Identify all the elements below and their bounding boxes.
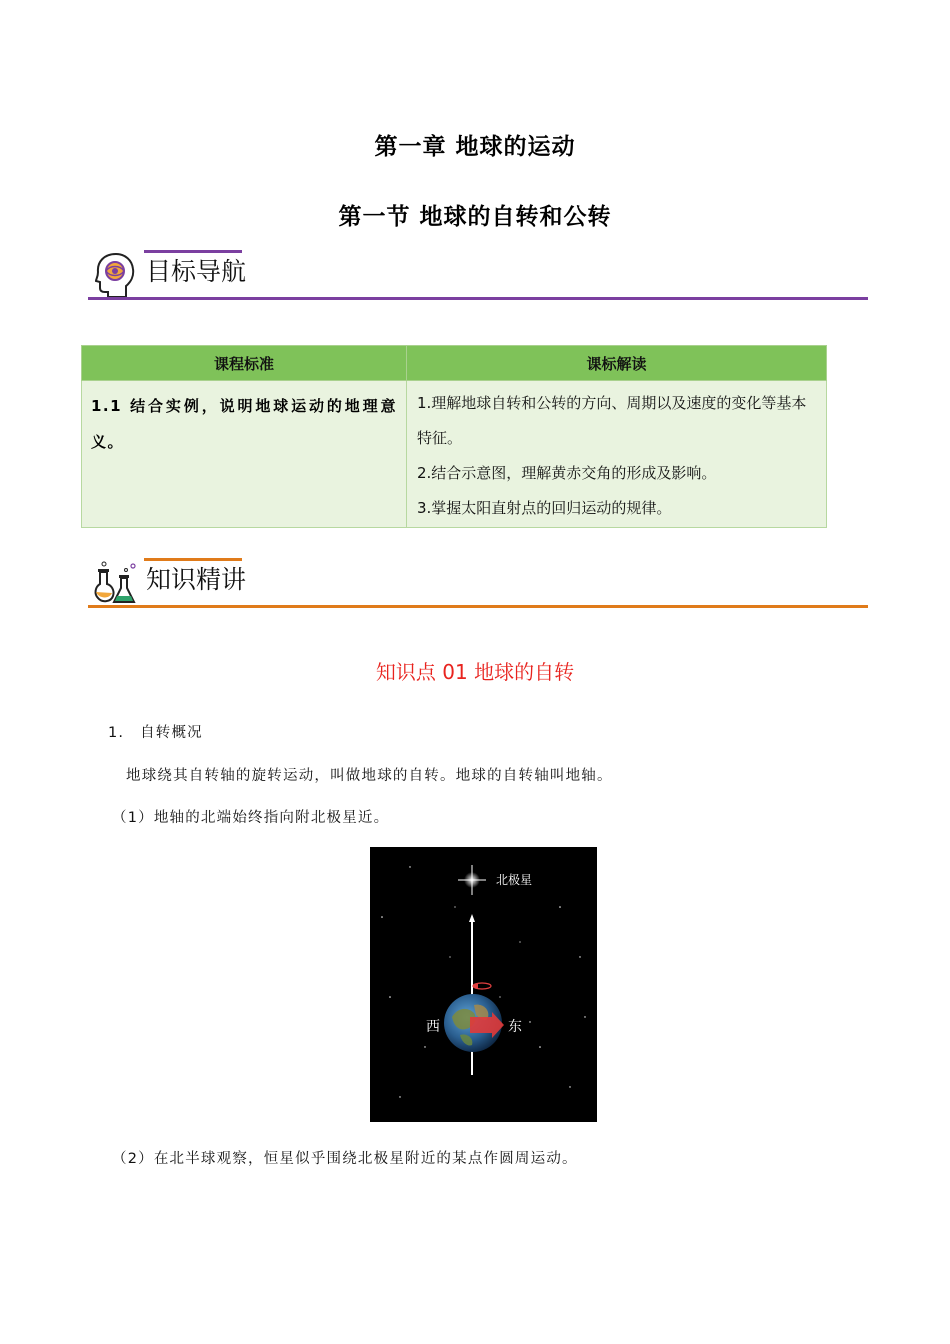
section-title: 第一节 地球的自转和公转 bbox=[338, 204, 612, 230]
table-header-interpretation: 课标解读 bbox=[407, 346, 827, 381]
goals-banner-label: 目标导航 bbox=[146, 257, 247, 286]
interpretation-item: 1.理解地球自转和公转的方向、周期以及速度的变化等基本特征。 bbox=[417, 394, 807, 447]
point-1: （1）地轴的北端始终指向附北极星近。 bbox=[112, 810, 390, 826]
lab-flask-icon bbox=[92, 558, 138, 606]
star-field bbox=[381, 866, 586, 1097]
knowledge-banner bbox=[88, 558, 868, 608]
knowledge-point-title: 知识点 01 地球的自转 bbox=[375, 660, 575, 684]
item-heading-number: 1. bbox=[108, 725, 125, 741]
goals-banner-rule bbox=[88, 297, 868, 300]
knowledge-banner-label: 知识精讲 bbox=[146, 565, 247, 594]
goals-banner bbox=[88, 250, 868, 300]
chapter-title: 第一章 地球的运动 bbox=[374, 134, 576, 160]
standards-table bbox=[81, 345, 827, 528]
east-label: 东 bbox=[508, 1019, 522, 1035]
paragraph: 地球绕其自转轴的旋转运动，叫做地球的自转。地球的自转轴叫地轴。 bbox=[126, 768, 613, 784]
item-heading-text: 自转概况 bbox=[140, 725, 203, 741]
earth-rotation-illustration bbox=[370, 847, 597, 1122]
interpretation-cell bbox=[407, 381, 827, 528]
item-heading bbox=[108, 721, 203, 742]
standard-cell bbox=[82, 381, 407, 528]
polaris-label: 北极星 bbox=[496, 873, 533, 887]
west-label: 西 bbox=[426, 1019, 440, 1035]
polaris-star bbox=[458, 865, 486, 895]
interpretation-item: 2.结合示意图，理解黄赤交角的形成及影响。 bbox=[417, 464, 717, 482]
earth-rotation-figure bbox=[370, 847, 597, 1122]
table-header-standard: 课程标准 bbox=[82, 346, 407, 381]
knowledge-banner-rule bbox=[88, 605, 868, 608]
standard-text: 1.1 结合实例，说明地球运动的地理意义。 bbox=[91, 397, 397, 451]
interpretation-item: 3.掌握太阳直射点的回归运动的规律。 bbox=[417, 499, 672, 517]
axis-arrow-icon bbox=[469, 914, 475, 922]
head-brain-icon bbox=[92, 250, 138, 298]
point-2: （2）在北半球观察，恒星似乎围绕北极星附近的某点作圆周运动。 bbox=[112, 1151, 578, 1167]
